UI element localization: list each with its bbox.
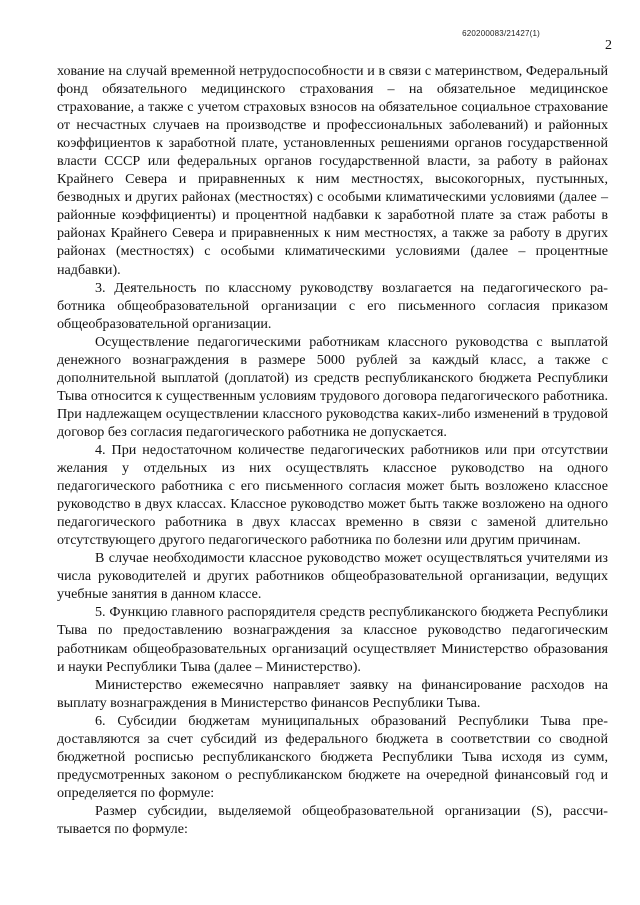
paragraph-ministry-request: Министерство ежемесячно направляет заявку на финансирование расходов на выплату вознаграждения в Министерство финансов Республики Тыва. xyxy=(57,676,608,711)
paragraph-payment-conditions: Осуществление педагогическими работникам классного руководства с выплатой денежного вознаграждения в размере 5000 рублей за каждый класс, а также с дополнительной выплатой (доплатой) из средств республиканского бюджета Республики Тыва относится к существенным условиям трудового договора педагогического работника. При надлежащем осуществлении классного руководства каких-либо изменений в трудовой договор без согласия педагогического работника не допускается. xyxy=(57,333,608,440)
paragraph-subsidy-formula: Размер субсидии, выделяемой общеобразовательной организации (S), рассчитывается по формуле: xyxy=(57,802,608,837)
document-body xyxy=(57,62,608,838)
document-registration-number: 620200083/21427(1) xyxy=(462,29,540,38)
paragraph-item-6: 6. Субсидии бюджетам муниципальных образований Республики Тыва предоставляются за счет субсидий из федерального бюджета в соответствии со сводной бюджетной росписью республиканского бюджета Республики Тыва исходя из сумм, предусмотренных законом о республиканском бюджете на очередной финансовый год и определяется по формуле: xyxy=(57,712,608,801)
paragraph-item-4: 4. При недостаточном количестве педагогических работников или при отсутствии желания у отдельных из них осуществлять классное руководство на одного педагогического работника с его письменного согласия может быть возложено классное руководство в двух классах. Классное руководство может быть также возложено на одного педагогического работника в двух классах временно в связи с заменой длительно отсутствующего другого педагогического работника по болезни или другим причинам. xyxy=(57,441,608,549)
paragraph-item-5: 5. Функцию главного распорядителя средств республиканского бюджета Республики Тыва по предоставлению вознаграждения за классное руководство педагогическим работникам общеобразовательных организаций осуществляет Министерство образования и науки Республики Тыва (далее – Министерство). xyxy=(57,604,608,675)
paragraph-continuation: хование на случай временной нетрудоспособности и в связи с материнством, Федеральный фонд обязательного медицинского страхования – на обязательное медицинское страхование, а также с учетом страховых взносов на обязательное социальное страхование от несчастных случаев на производстве и профессиональных заболеваний) и районных коэффициентов к заработной плате, установленных решениями органов государственной власти СССР или федеральных органов государственной власти, за работу в районах Крайнего Севера и приравненных к ним местностях, высокогорных, пустынных, безводных и других районах (местностях) с особыми климатическими условиями (далее – районные коэффициенты) и процентной надбавки к заработной плате за стаж работы в районах Крайнего Севера и приравненных к ним местностях, а также за работу в других районах (местностях) с особыми климатическими условиями (далее – процентные надбавки). xyxy=(57,63,608,278)
paragraph-substitute-teachers: В случае необходимости классное руководство может осуществляться учителями из числа руководителей и других работников общеобразовательной организации, ведущих учебные занятия в данном классе. xyxy=(57,550,608,603)
page-number: 2 xyxy=(605,38,612,53)
paragraph-item-3: 3. Деятельность по классному руководству возлагается на педагогического работника общеобразовательной организации с его письменного согласия приказом общеобразовательной организации. xyxy=(57,279,608,332)
